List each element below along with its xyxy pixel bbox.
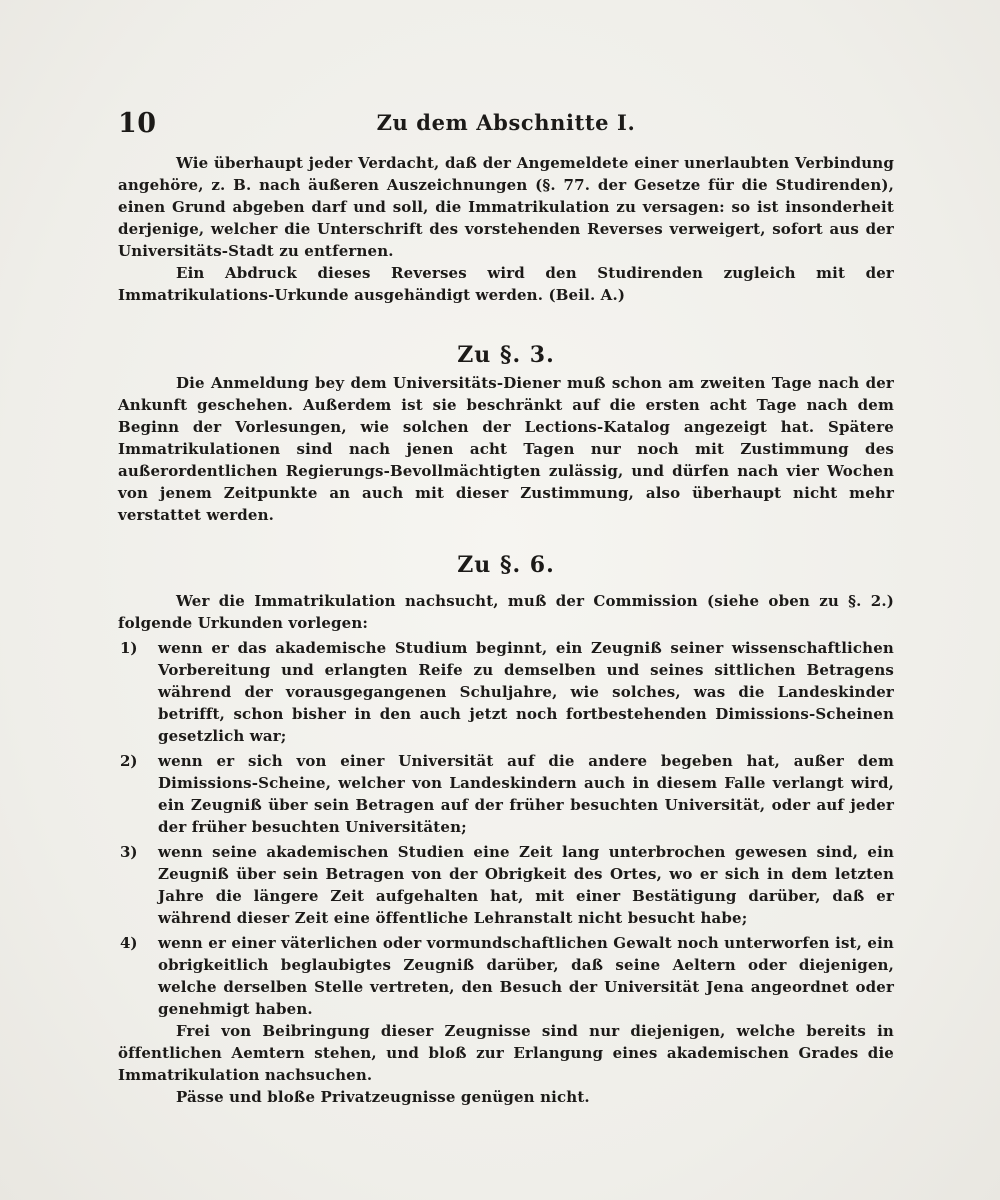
section-6-final-line: Pässe und bloße Privatzeugnisse genügen nicht. — [176, 1088, 590, 1106]
page-number: 10 — [118, 108, 157, 139]
running-head: Zu dem Abschnitte I. — [376, 110, 636, 135]
list-item — [118, 750, 894, 838]
section-6-intro: Wer die Immatrikulation nachsucht, muß der Commission (siehe oben zu §. 2.) folgende Urkunden vorlegen: — [118, 592, 894, 632]
page-content — [118, 108, 894, 1108]
section-heading-3: Zu §. 3. — [457, 342, 555, 368]
list-item-number: 2) — [120, 752, 138, 770]
intro-paragraph-2: Ein Abdruck dieses Reverses wird den Studirenden zugleich mit der Immatrikulations-Urkunde ausgehändigt werden. (Beil. A.) — [118, 264, 894, 304]
list-item — [118, 841, 894, 929]
list-item-number: 1) — [120, 639, 138, 657]
list-item-text: wenn seine akademischen Studien eine Zeit lang unterbrochen gewesen sind, ein Zeugniß über sein Betragen von der Obrigkeit des Ortes, wo er sich in dem letzten Jahre die längere Zeit aufgehalten hat, mit einer Bestätigung darüber, daß er während dieser Zeit eine öffentliche Lehranstalt nicht besucht habe; — [158, 843, 894, 927]
list-item — [118, 932, 894, 1020]
intro-paragraph-1: Wie überhaupt jeder Verdacht, daß der Angemeldete einer unerlaubten Verbindung angehöre, z. B. nach äußeren Auszeichnungen (§. 77. der Gesetze für die Studirenden), einen Grund abgeben darf und soll, die Immatrikulation zu versagen: so ist insonderheit derjenige, welcher die Unterschrift des vorstehenden Reverses verweigert, sofort aus der Universitäts-Stadt zu entfernen. — [118, 154, 894, 260]
list-item-text: wenn er das akademische Studium beginnt, ein Zeugniß seiner wissenschaftlichen Vorbereitung und erlangten Reife zu demselben und seines sittlichen Betragens während der vorausgegangenen Schuljahre, wie solches, was die Landeskinder betrifft, schon bisher in den auch jetzt noch fortbestehenden Dimissions-Scheinen gesetzlich war; — [158, 639, 894, 745]
list-item-number: 3) — [120, 843, 138, 861]
list-item-text: wenn er einer väterlichen oder vormundschaftlichen Gewalt noch unterworfen ist, ein obrigkeitlich beglaubigtes Zeugniß darüber, daß seine Aeltern oder diejenigen, welche derselben Stelle vertreten, den Besuch der Universität Jena angeordnet oder genehmigt haben. — [158, 934, 894, 1018]
section-6-closing-paragraph: Frei von Beibringung dieser Zeugnisse sind nur diejenigen, welche bereits in öffentlichen Aemtern stehen, und bloß zur Erlangung eines akademischen Grades die Immatrikulation nachsuchen. — [118, 1022, 894, 1084]
list-item — [118, 637, 894, 747]
section-heading-6: Zu §. 6. — [457, 552, 555, 578]
list-item-text: wenn er sich von einer Universität auf die andere begeben hat, außer dem Dimissions-Scheine, welcher von Landeskindern auch in diesem Falle verlangt wird, ein Zeugniß über sein Betragen auf der früher besuchten Universität, oder auf jeder der früher besuchten Universitäten; — [158, 752, 894, 836]
section-3-paragraph: Die Anmeldung bey dem Universitäts-Diener muß schon am zweiten Tage nach der Ankunft geschehen. Außerdem ist sie beschränkt auf die ersten acht Tage nach dem Beginn der Vorlesungen, wie solchen der Lections-Katalog angezeigt hat. Spätere Immatrikulationen sind nach jenen acht Tagen nur noch mit Zustimmung des außerordentlichen Regierungs-Bevollmächtigten zulässig, und dürfen nach vier Wochen von jenem Zeitpunkte an auch mit dieser Zustimmung, also überhaupt nicht mehr verstattet werden. — [118, 374, 894, 524]
page-header — [118, 108, 894, 152]
list-item-number: 4) — [120, 934, 138, 952]
